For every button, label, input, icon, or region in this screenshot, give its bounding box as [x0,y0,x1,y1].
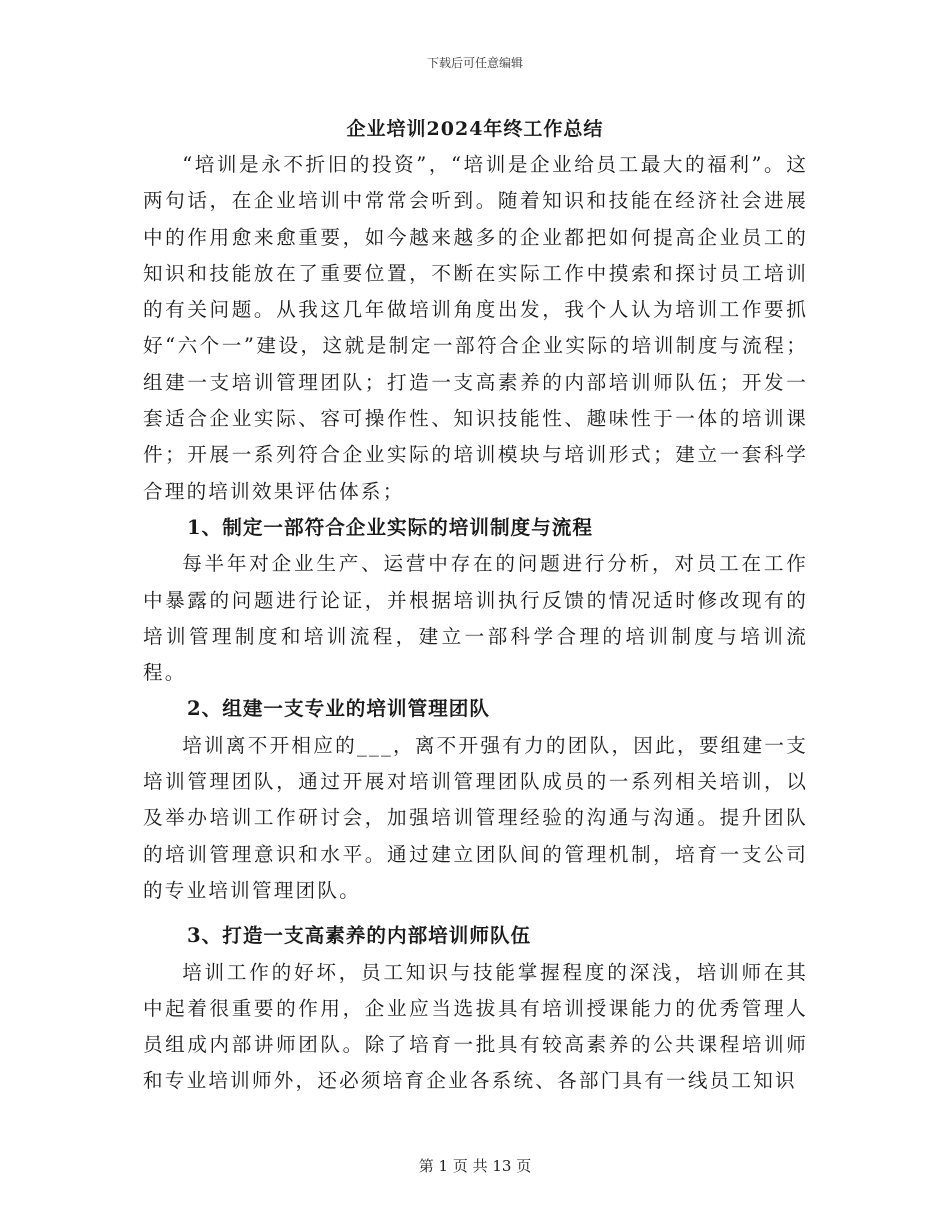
section-2-text: 培训离不开相应的___，离不开强有力的团队，因此，要组建一支培训管理团队，通过开展对培训管理团队成员的一系列相关培训，以及举办培训工作研讨会，加强培训管理经验的沟通与沟通。提升团队的培训管理意识和水平。通过建立团队间的管理机制，培育一支公司的专业培训管理团队。 [143,733,808,902]
header-note: 下载后可任意编辑 [426,56,523,70]
section-1-text: 每半年对企业生产、运营中存在的问题进行分析，对员工在工作中暴露的问题进行论证，并根据培训执行反馈的情况适时修改现有的培训管理制度和培训流程，建立一部科学合理的培训制度与培训流程。 [143,552,808,685]
section-1-heading: 1、制定一部符合企业实际的培训制度与流程 [187,515,593,539]
section-3-heading: 3、打造一支高素养的内部培训师队伍 [187,924,532,948]
document-title: 企业培训2024年终工作总结 [346,118,604,140]
page-footer: 第 1 页 共 13 页 [418,1157,532,1175]
section-3-text: 培训工作的好坏，员工知识与技能掌握程度的深浅，培训师在其中起着很重要的作用，企业应当选拔具有培训授课能力的优秀管理人员组成内部讲师团队。除了培育一批具有较高素养的公共课程培训师和专业培训师外，还必须培育企业各系统、各部门具有一线员工知识 [143,960,808,1093]
intro-paragraph: “培训是永不折旧的投资”，“培训是企业给员工最大的福利”。这两句话，在企业培训中常常会听到。随着知识和技能在经济社会进展中的作用愈来愈重要，如今越来越多的企业都把如何提高企业员工的知识和技能放在了重要位置，不断在实际工作中摸索和探讨员工培训的有关问题。从我这几年做培训角度出发，我个人认为培训工作要抓好“六个一”建设，这就是制定一部符合企业实际的培训制度与流程；组建一支培训管理团队；打造一支高素养的内部培训师队伍；开发一套适合企业实际、容可操作性、知识技能性、趣味性于一体的培训课件；开展一系列符合企业实际的培训模块与培训形式；建立一套科学合理的培训效果评估体系； [143,153,808,503]
section-2-heading: 2、组建一支专业的培训管理团队 [187,697,490,721]
document-body [143,147,808,1100]
